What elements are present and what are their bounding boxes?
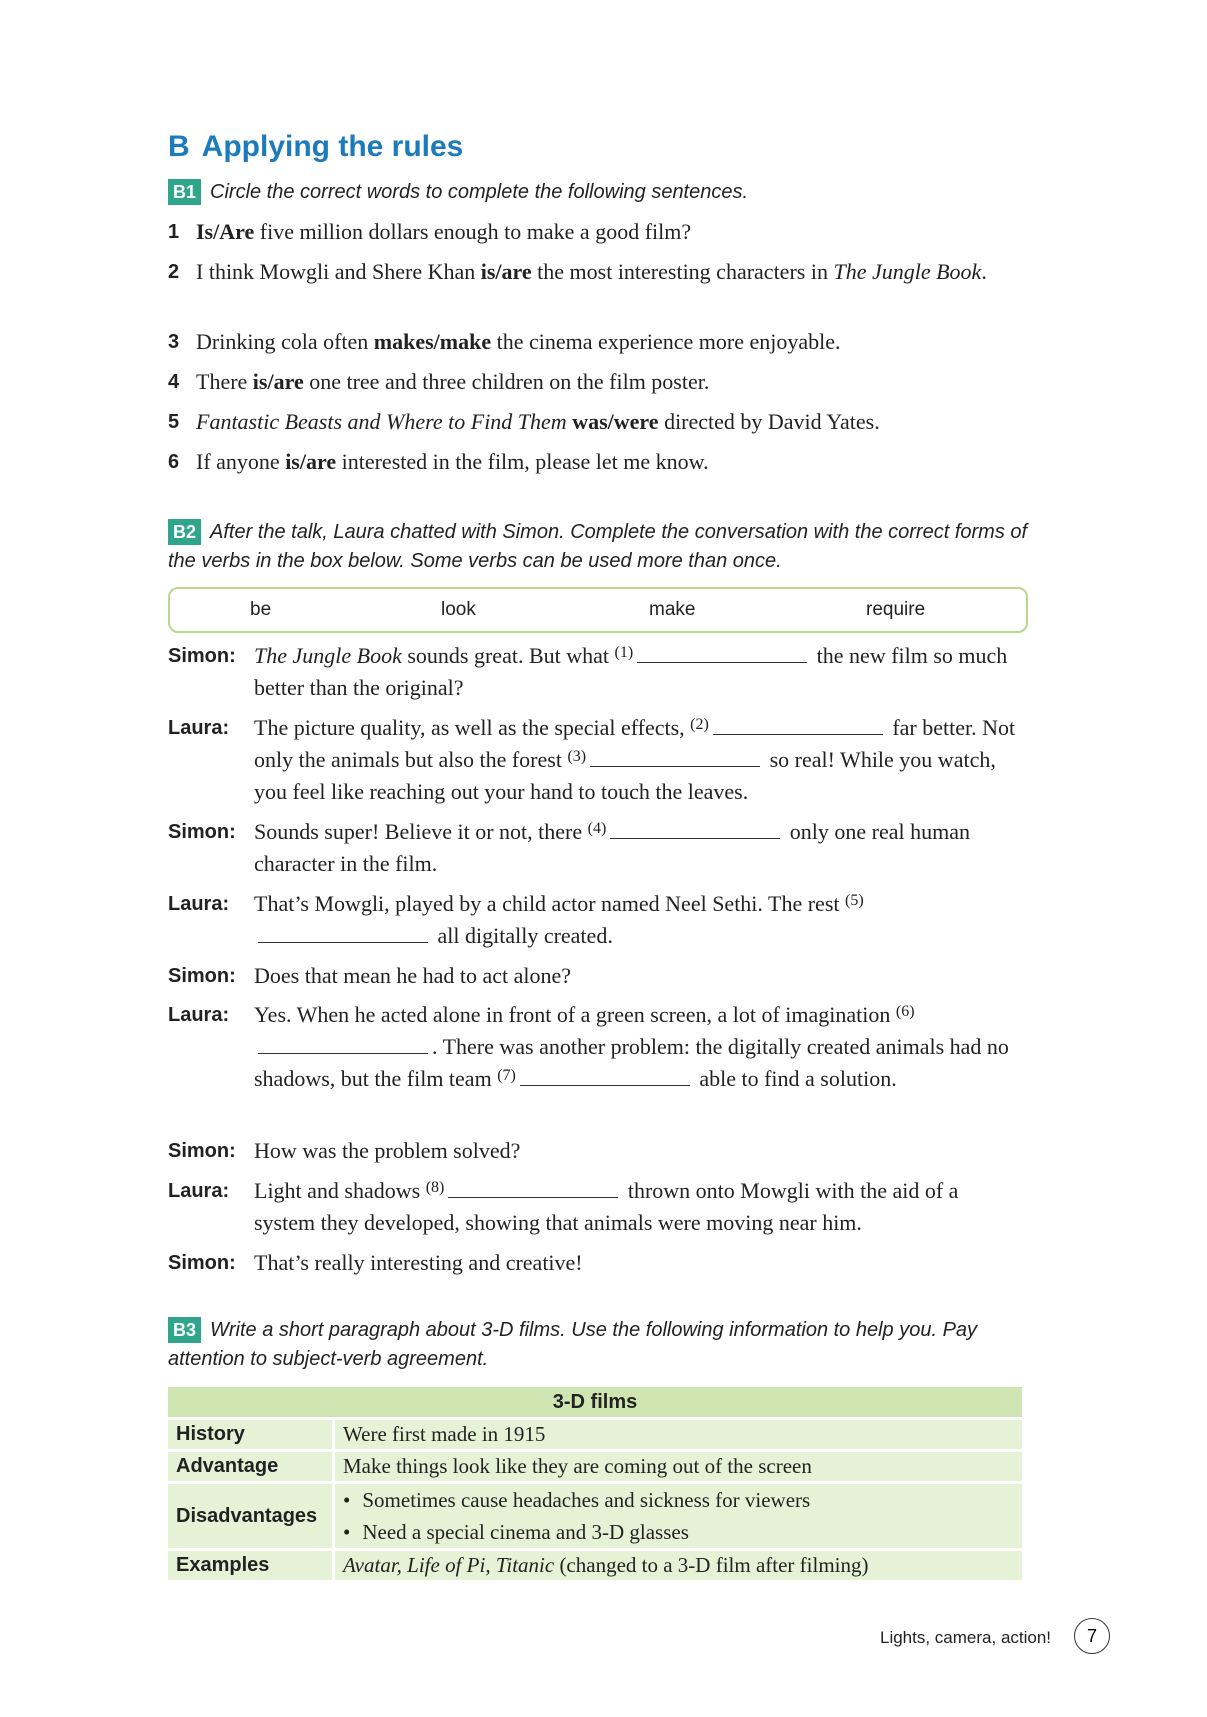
speaker-label: Laura: [168, 1180, 230, 1202]
item-text: Drinking cola often [196, 329, 374, 354]
row-value [335, 1484, 1022, 1548]
utterance-text: so real! While you watch, you feel like reaching out your hand to touch the leaves. [254, 747, 996, 804]
item-text: five million dollars enough to make a good film? [254, 219, 692, 244]
item-text: interested in the film, please let me know. [336, 449, 709, 474]
b3-badge: B3 [168, 1317, 201, 1343]
utterance-text: How was the problem solved? [254, 1138, 521, 1163]
verb-box [168, 587, 1028, 633]
film-title: Fantastic Beasts and Where to Find Them [196, 409, 567, 434]
table-header-row [168, 1387, 1022, 1417]
speaker-label: Simon: [168, 645, 236, 667]
row-label: Disadvantages [168, 1484, 335, 1548]
item-number: 5 [168, 411, 180, 433]
utterance-text: Light and shadows [254, 1178, 426, 1203]
blank-number: (4) [587, 820, 607, 837]
film-title: The Jungle Book [254, 643, 402, 668]
word-choice[interactable]: is/are [285, 449, 337, 474]
verb-word: require [866, 599, 926, 620]
b1-item [168, 406, 1008, 438]
speaker-label: Simon: [168, 965, 236, 987]
item-number: 3 [168, 331, 180, 353]
b1-item [168, 366, 1008, 398]
b1-instruction [168, 178, 1028, 207]
answer-blank[interactable] [258, 922, 428, 943]
utterance-text: able to find a solution. [693, 1066, 897, 1091]
disadvantage-list [343, 1484, 1014, 1548]
b2-instruction [168, 518, 1028, 576]
answer-blank[interactable] [610, 818, 780, 839]
item-text: directed by David Yates. [658, 409, 880, 434]
answer-blank[interactable] [520, 1065, 690, 1086]
item-text: . [981, 259, 987, 284]
row-label: Examples [168, 1551, 335, 1580]
item-text: the most interesting characters in [531, 259, 834, 284]
verb-word: be [250, 599, 272, 620]
utterance-text: thrown onto Mowgli with the aid of a system they developed, showing that animals were moving near him. [254, 1178, 959, 1235]
b1-item [168, 446, 1008, 478]
blank-number: (8) [425, 1179, 445, 1196]
utterance-text: Sounds super! Believe it or not, there [254, 819, 588, 844]
utterance-text: Yes. When he acted alone in front of a green screen, a lot of imagination [254, 1002, 896, 1027]
word-choice[interactable]: is/are [480, 259, 532, 284]
speaker-label: Simon: [168, 1140, 236, 1162]
list-item: • Need a special cinema and 3-D glasses [343, 1516, 1014, 1548]
table-row [168, 1551, 1022, 1580]
examples-note: (changed to a 3-D film after filming) [554, 1553, 869, 1577]
blank-number: (5) [845, 892, 864, 909]
word-choice[interactable]: makes/make [373, 329, 492, 354]
item-number: 1 [168, 221, 180, 243]
b1-item [168, 216, 1008, 248]
film-title: The Jungle Book [833, 259, 982, 284]
item-number: 4 [168, 371, 180, 393]
speaker-label: Laura: [168, 1004, 230, 1026]
b2-instruction-text: After the talk, Laura chatted with Simon. Complete the conversation with the correct forms of the verbs in the box below. Some verbs can be used more than once. [168, 521, 1028, 572]
b1-item [168, 326, 1008, 358]
word-choice[interactable]: is/are [252, 369, 304, 394]
footer-text: Lights, camera, action! [880, 1628, 1052, 1647]
list-item: • Sometimes cause headaches and sickness for viewers [343, 1484, 1014, 1516]
utterance-text: That’s really interesting and creative! [254, 1250, 583, 1275]
section-heading [168, 130, 463, 164]
b1-instruction-text: Circle the correct words to complete the following sentences. [210, 181, 749, 203]
word-choice[interactable]: was/were [572, 409, 659, 434]
utterance-text: the new film so much better than the original? [254, 643, 1008, 700]
answer-blank[interactable] [713, 714, 883, 735]
item-text: the cinema experience more enjoyable. [491, 329, 841, 354]
utterance-text: all digitally created. [432, 923, 613, 948]
row-label: Advantage [168, 1452, 335, 1481]
answer-blank[interactable] [258, 1033, 428, 1054]
item-text: If anyone [196, 449, 286, 474]
item-text: I think Mowgli and Shere Khan [196, 259, 481, 284]
b1-item [168, 256, 1008, 288]
b3-instruction-text: Write a short paragraph about 3-D films. Use the following information to help you. Pay attention to subject-verb agreement. [168, 1319, 978, 1370]
info-table [168, 1384, 1022, 1583]
speaker-label: Simon: [168, 1252, 236, 1274]
table-header: 3-D films [168, 1387, 1022, 1417]
table-row [168, 1452, 1022, 1481]
utterance-text: . There was another problem: the digitally created animals had no shadows, but the film team [254, 1034, 1009, 1091]
utterance-text: sounds great. But what [401, 643, 615, 668]
row-label: History [168, 1420, 335, 1449]
verb-word: make [649, 599, 696, 620]
item-text: one tree and three children on the film poster. [303, 369, 710, 394]
table-row [168, 1484, 1022, 1548]
item-number: 6 [168, 451, 180, 473]
speaker-label: Simon: [168, 821, 236, 843]
section-letter: B [168, 130, 190, 163]
answer-blank[interactable] [637, 642, 807, 663]
utterance-text: The picture quality, as well as the special effects, [254, 715, 691, 740]
utterance-text: only one real human character in the film. [254, 819, 970, 876]
b2-badge: B2 [168, 519, 201, 545]
item-text: There [196, 369, 253, 394]
blank-number: (1) [614, 644, 634, 661]
blank-number: (7) [497, 1067, 516, 1084]
film-titles: Avatar, Life of Pi, Titanic [343, 1553, 555, 1577]
b3-instruction [168, 1316, 1028, 1374]
speaker-label: Laura: [168, 717, 230, 739]
blank-number: (3) [567, 748, 587, 765]
answer-blank[interactable] [448, 1177, 618, 1198]
b1-badge: B1 [168, 179, 201, 205]
row-value: Make things look like they are coming out of the screen [335, 1452, 1022, 1481]
blank-number: (6) [895, 1003, 915, 1020]
answer-blank[interactable] [590, 746, 760, 767]
utterance-text: Does that mean he had to act alone? [254, 963, 572, 988]
section-title: Applying the rules [201, 130, 464, 163]
utterance-text: far better. Not only the animals but also the forest [254, 715, 1016, 772]
row-value [335, 1551, 1022, 1580]
speaker-label: Laura: [168, 893, 230, 915]
page-number: 7 [1074, 1618, 1110, 1654]
row-value: Were first made in 1915 [335, 1420, 1022, 1449]
utterance-text: That’s Mowgli, played by a child actor named Neel Sethi. The rest [254, 891, 845, 916]
item-number: 2 [168, 261, 180, 283]
table-row [168, 1420, 1022, 1449]
verb-word: look [441, 599, 476, 620]
word-choice[interactable]: Is/Are [196, 219, 255, 244]
blank-number: (2) [690, 716, 709, 733]
